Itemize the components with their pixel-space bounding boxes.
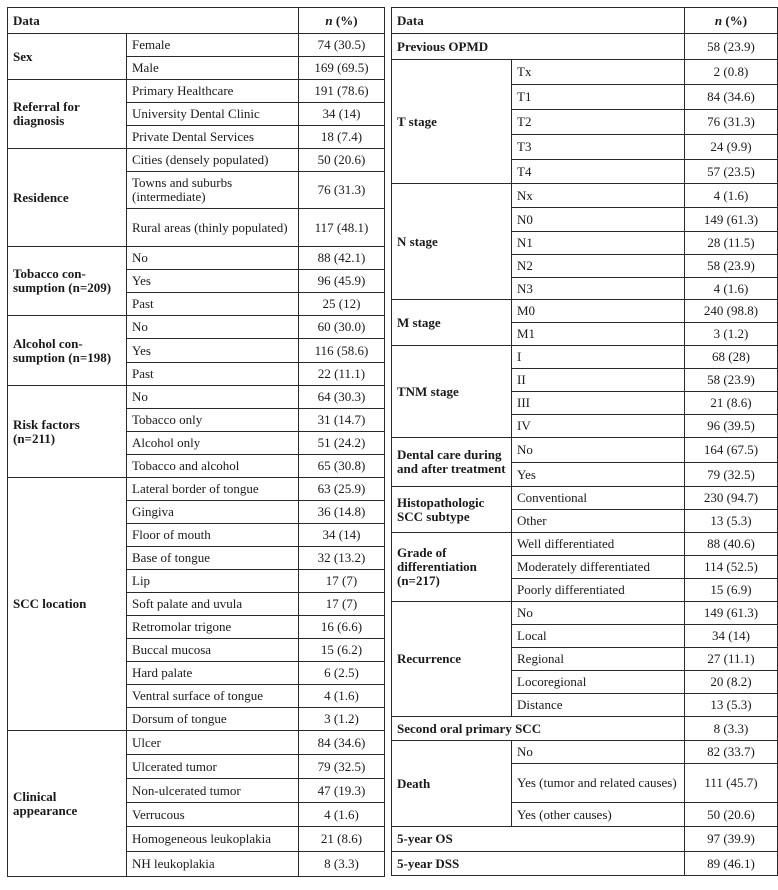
table-row [392,60,778,85]
value-cell: 21 (8.6) [299,827,385,852]
value-cell: 32 (13.2) [299,547,385,570]
value-cell: 17 (7) [299,593,385,616]
value-cell: 240 (98.8) [685,300,778,323]
table-row [392,602,778,625]
table-row [8,731,385,755]
subcategory-label: Non-ulcerated tumor [127,779,299,803]
subcategory-label: Private Dental Services [127,126,299,149]
value-cell: 17 (7) [299,570,385,593]
subcategory-label: Yes (tumor and related causes) [512,764,685,803]
category-label: Second oral primary SCC [392,717,685,741]
value-cell: 34 (14) [299,103,385,126]
table-row [8,316,385,339]
subcategory-label: Base of tongue [127,547,299,570]
header-data: Data [8,8,299,34]
patient-characteristics-table-left [7,7,385,877]
subcategory-label: No [512,438,685,463]
subcategory-label: N3 [512,278,685,300]
subcategory-label: Tobacco only [127,409,299,432]
value-cell: 57 (23.5) [685,160,778,184]
value-cell: 97 (39.9) [685,827,778,852]
subcategory-label: Male [127,57,299,80]
value-cell: 47 (19.3) [299,779,385,803]
subcategory-label: Ulcer [127,731,299,755]
value-cell: 18 (7.4) [299,126,385,149]
subcategory-label: Primary Healthcare [127,80,299,103]
subcategory-label: N1 [512,232,685,255]
header-row [8,8,385,34]
subcategory-label: Soft palate and uvula [127,593,299,616]
value-cell: 79 (32.5) [299,755,385,779]
value-cell: 4 (1.6) [299,685,385,708]
subcategory-label: Female [127,34,299,57]
header-n-percent [299,8,385,34]
value-cell: 58 (23.9) [685,255,778,278]
value-cell: 117 (48.1) [299,209,385,247]
value-cell: 96 (45.9) [299,270,385,293]
category-label: Referral for diagnosis [8,80,127,149]
value-cell: 6 (2.5) [299,662,385,685]
summary-row [392,827,778,852]
subcategory-label: Towns and suburbs (intermediate) [127,172,299,209]
value-cell: 74 (30.5) [299,34,385,57]
table-row [8,34,385,57]
value-cell: 4 (1.6) [299,803,385,827]
subcategory-label: Well differentiated [512,533,685,556]
subcategory-label: Lip [127,570,299,593]
subcategory-label: Moderately differentiated [512,556,685,579]
category-label: SCC location [8,478,127,731]
value-cell: 65 (30.8) [299,455,385,478]
value-cell: 230 (94.7) [685,487,778,510]
value-cell: 4 (1.6) [685,278,778,300]
value-cell: 34 (14) [299,524,385,547]
subcategory-label: Locoregional [512,671,685,694]
category-label: 5-year DSS [392,852,685,876]
subcategory-label: University Dental Clinic [127,103,299,126]
table-row [8,386,385,409]
category-label: Grade of differentiation (n=217) [392,533,512,602]
category-label: Histopathologic SCC subtype [392,487,512,533]
table-row [8,478,385,501]
subcategory-label: Lateral border of tongue [127,478,299,501]
table-row [392,184,778,208]
subcategory-label: M1 [512,323,685,346]
value-cell: 114 (52.5) [685,556,778,579]
subcategory-label: Yes (other causes) [512,803,685,827]
value-cell: 51 (24.2) [299,432,385,455]
value-cell: 24 (9.9) [685,135,778,160]
value-cell: 22 (11.1) [299,363,385,386]
subcategory-label: M0 [512,300,685,323]
value-cell: 89 (46.1) [685,852,778,876]
value-cell: 79 (32.5) [685,463,778,487]
subcategory-label: T2 [512,110,685,135]
subcategory-label: Conventional [512,487,685,510]
category-label: Risk factors (n=211) [8,386,127,478]
value-cell: 96 (39.5) [685,415,778,438]
subcategory-label: T3 [512,135,685,160]
table-row [8,80,385,103]
table-row [392,346,778,369]
header-percent-label: (%) [332,12,358,28]
category-label: TNM stage [392,346,512,438]
subcategory-label: Tobacco and alcohol [127,455,299,478]
subcategory-label: Hard palate [127,662,299,685]
subcategory-label: Floor of mouth [127,524,299,547]
subcategory-label: Nx [512,184,685,208]
summary-row [392,852,778,876]
value-cell: 34 (14) [685,625,778,648]
subcategory-label: Past [127,293,299,316]
subcategory-label: Local [512,625,685,648]
value-cell: 15 (6.2) [299,639,385,662]
subcategory-label: Yes [127,339,299,363]
value-cell: 149 (61.3) [685,602,778,625]
value-cell: 8 (3.3) [685,717,778,741]
category-label: Previous OPMD [392,34,685,60]
category-label: N stage [392,184,512,300]
value-cell: 149 (61.3) [685,208,778,232]
subcategory-label: NH leukoplakia [127,852,299,877]
category-label: Dental care during and after treatment [392,438,512,487]
subcategory-label: Homogeneous leukoplakia [127,827,299,852]
subcategory-label: Dorsum of tongue [127,708,299,731]
value-cell: 68 (28) [685,346,778,369]
value-cell: 60 (30.0) [299,316,385,339]
subcategory-label: No [512,741,685,764]
header-n-symbol: n [325,12,333,28]
summary-row [392,717,778,741]
value-cell: 82 (33.7) [685,741,778,764]
subcategory-label: No [127,316,299,339]
subcategory-label: Distance [512,694,685,717]
category-label: Clinical appearance [8,731,127,877]
value-cell: 21 (8.6) [685,392,778,415]
value-cell: 58 (23.9) [685,369,778,392]
category-label: M stage [392,300,512,346]
value-cell: 111 (45.7) [685,764,778,803]
category-label: Death [392,741,512,827]
subcategory-label: I [512,346,685,369]
subcategory-label: II [512,369,685,392]
value-cell: 169 (69.5) [299,57,385,80]
subcategory-label: Regional [512,648,685,671]
value-cell: 2 (0.8) [685,60,778,85]
subcategory-label: N0 [512,208,685,232]
subcategory-label: Ulcerated tumor [127,755,299,779]
header-n-symbol: n [714,12,723,28]
patient-characteristics-table-right [391,7,778,876]
table-row [392,300,778,323]
header-n-percent [685,8,778,34]
table-row [8,149,385,172]
subcategory-label: T4 [512,160,685,184]
summary-row [392,34,778,60]
table-row [392,741,778,764]
value-cell: 4 (1.6) [685,184,778,208]
value-cell: 191 (78.6) [299,80,385,103]
value-cell: 84 (34.6) [685,85,778,110]
table-row [8,247,385,270]
value-cell: 31 (14.7) [299,409,385,432]
subcategory-label: Buccal mucosa [127,639,299,662]
subcategory-label: III [512,392,685,415]
subcategory-label: No [127,247,299,270]
table-row [392,487,778,510]
category-label: 5-year OS [392,827,685,852]
value-cell: 16 (6.6) [299,616,385,639]
value-cell: 164 (67.5) [685,438,778,463]
value-cell: 27 (11.1) [685,648,778,671]
subcategory-label: Yes [512,463,685,487]
subcategory-label: Yes [127,270,299,293]
value-cell: 88 (40.6) [685,533,778,556]
value-cell: 36 (14.8) [299,501,385,524]
subcategory-label: Past [127,363,299,386]
subcategory-label: No [512,602,685,625]
subcategory-label: No [127,386,299,409]
value-cell: 64 (30.3) [299,386,385,409]
header-row [392,8,778,34]
value-cell: 20 (8.2) [685,671,778,694]
subcategory-label: Tx [512,60,685,85]
category-label: Sex [8,34,127,80]
value-cell: 25 (12) [299,293,385,316]
subcategory-label: Gingiva [127,501,299,524]
value-cell: 88 (42.1) [299,247,385,270]
value-cell: 63 (25.9) [299,478,385,501]
value-cell: 3 (1.2) [299,708,385,731]
subcategory-label: Cities (densely populated) [127,149,299,172]
subcategory-label: IV [512,415,685,438]
value-cell: 76 (31.3) [685,110,778,135]
subcategory-label: Verrucous [127,803,299,827]
header-data: Data [392,8,685,34]
category-label: Tobacco con-sumption (n=209) [8,247,127,316]
subcategory-label: Ventral surface of tongue [127,685,299,708]
header-percent-label: (%) [722,12,748,28]
value-cell: 3 (1.2) [685,323,778,346]
subcategory-label: Other [512,510,685,533]
category-label: T stage [392,60,512,184]
value-cell: 8 (3.3) [299,852,385,877]
value-cell: 84 (34.6) [299,731,385,755]
table-row [392,438,778,463]
category-label: Recurrence [392,602,512,717]
subcategory-label: Poorly differentiated [512,579,685,602]
subcategory-label: N2 [512,255,685,278]
value-cell: 13 (5.3) [685,510,778,533]
subcategory-label: Retromolar trigone [127,616,299,639]
value-cell: 50 (20.6) [685,803,778,827]
value-cell: 50 (20.6) [299,149,385,172]
value-cell: 58 (23.9) [685,34,778,60]
value-cell: 28 (11.5) [685,232,778,255]
table-row [392,533,778,556]
value-cell: 116 (58.6) [299,339,385,363]
subcategory-label: Rural areas (thinly populated) [127,209,299,247]
value-cell: 76 (31.3) [299,172,385,209]
category-label: Residence [8,149,127,247]
category-label: Alcohol con-sumption (n=198) [8,316,127,386]
value-cell: 13 (5.3) [685,694,778,717]
subcategory-label: T1 [512,85,685,110]
subcategory-label: Alcohol only [127,432,299,455]
value-cell: 15 (6.9) [685,579,778,602]
